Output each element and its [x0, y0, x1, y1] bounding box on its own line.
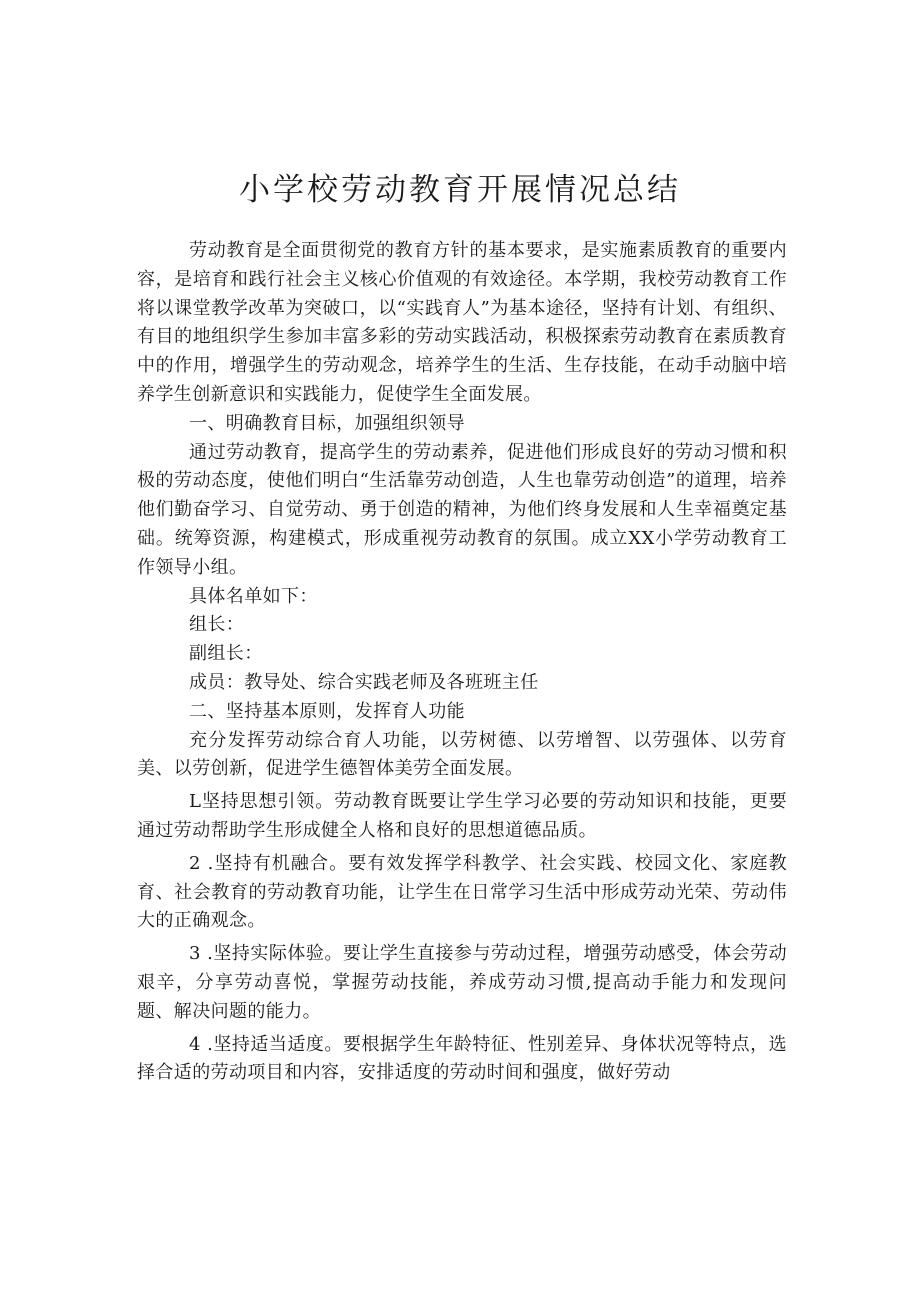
- paragraph-function: 充分发挥劳动综合育人功能，以劳树德、以劳增智、以劳强体、以劳育美、以劳创新，促进学生德智体美劳全面发展。: [137, 729, 787, 780]
- paragraph-leader: 组长：: [189, 614, 245, 636]
- section-heading-2: 二、坚持基本原则，发挥育人功能: [189, 700, 465, 722]
- principle-item-3: 3 .坚持实际体验。要让学生直接参与劳动过程，增强劳动感受，体会劳动艰辛，分享劳动喜悦，掌握劳动技能，养成劳动习惯,提高动手能力和发现问题、解决问题的能力。: [137, 943, 787, 1022]
- principle-item-2: 2 .坚持有机融合。要有效发挥学科教学、社会实践、校园文化、家庭教育、社会教育的劳动教育功能，让学生在日常学习生活中形成劳动光荣、劳动伟大的正确观念。: [137, 852, 787, 932]
- section-heading-1: 一、明确教育目标，加强组织领导: [189, 412, 465, 434]
- paragraph-vice-leader: 副组长：: [189, 643, 263, 665]
- principle-item-1: L坚持思想引领。劳动教育既要让学生学习必要的劳动知识和技能，更要通过劳动帮助学生形成健全人格和良好的思想道德品质。: [137, 791, 787, 841]
- principle-item-4: 4 .坚持适当适度。要根据学生年龄特征、性别差异、身体状况等特点，选择合适的劳动项目和内容，安排适度的劳动时间和强度，做好劳动: [137, 1033, 787, 1084]
- document-body: [137, 237, 787, 1088]
- paragraph-goal: 通过劳动教育，提高学生的劳动素养，促进他们形成良好的劳动习惯和积极的劳动态度，使他们明白“生活靠劳动创造，人生也靠劳动创造”的道理，培养他们勤奋学习、自觉劳动、勇于创造的精神，为他们终身发展和人生幸福奠定基础。统筹资源，构建模式，形成重视劳动教育的氛围。成立XX小学劳动教育工作领导小组。: [137, 441, 787, 578]
- paragraph-members: 成员：教导处、综合实践老师及各班班主任: [189, 671, 539, 693]
- paragraph-intro: 劳动教育是全面贯彻党的教育方针的基本要求，是实施素质教育的重要内容，是培育和践行社会主义核心价值观的有效途径。本学期，我校劳动教育工作将以课堂教学改革为突破口，以“实践育人”为基本途径，坚持有计划、有组织、有目的地组织学生参加丰富多彩的劳动实践活动，积极探索劳动教育在素质教育中的作用，增强学生的劳动观念，培养学生的生活、生存技能，在动手动脑中培养学生创新意识和实践能力，促使学生全面发展。: [137, 240, 787, 405]
- paragraph-list-intro: 具体名单如下：: [189, 585, 318, 607]
- document-title: 小学校劳动教育开展情况总结: [239, 172, 681, 208]
